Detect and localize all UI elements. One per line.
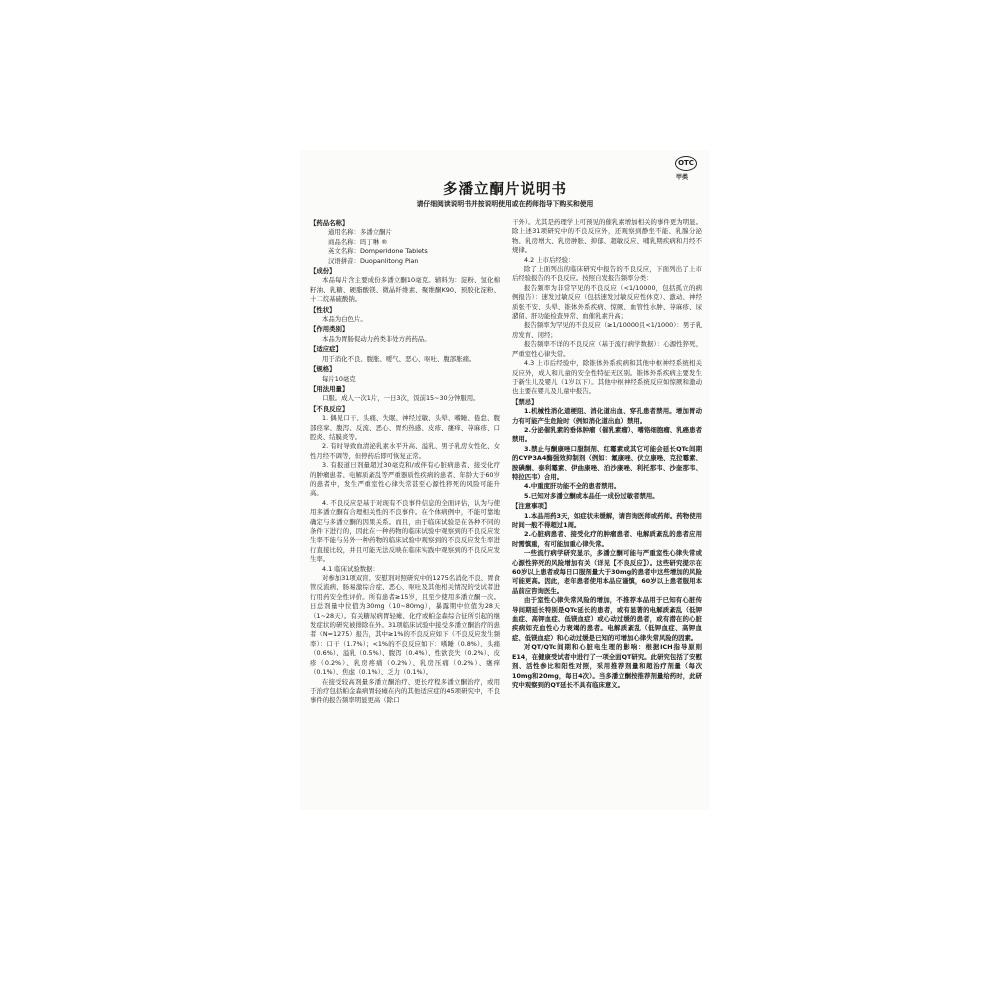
category-text: 本品为胃肠促动力药类非处方药药品。 <box>322 334 431 343</box>
adverse-item-4: 4. 不良反应是基于对现有不良事件信息的全面评估，认为与使用多潘立酮有合理相关性的不良事件。在个体病例中，不能可靠地确定与多潘立酮的因果关系。而且，由于临床试验是在各种不同的条件下进行的，因此在一种药物的临床试验中观察到的不良反应发生率不能与另外一种药物的临床试验中观察到的不良反应发生率进行直接比较，并且可能无法反映在临床实践中观察到的不良反应发生率。 <box>310 498 500 564</box>
section-precautions-heading: 【注意事项】 <box>512 502 551 511</box>
contraindication-5: 5.已知对多潘立酮或本品任一成份过敏者禁用。 <box>524 491 659 500</box>
section-name-heading: 【药品名称】 <box>310 219 349 227</box>
precaution-1: 1.本品用药3天，如症状未缓解，请咨询医师或药师。药物使用时间一般不得超过1周。 <box>512 511 702 529</box>
section-indications-heading: 【适应症】 <box>310 345 342 354</box>
adverse-item-3: 3. 有报道日剂量超过30毫克和/或伴有心脏病患者、接受化疗的肿瘤患者、电解质紊乱等严重器质性疾病的患者、年龄大于60岁的患者中，发生严重室性心律失常甚至心源性猝死的风险可能升高。 <box>310 461 500 498</box>
section-properties-heading: 【性状】 <box>310 305 336 314</box>
adverse-item-1: 1. 偶见口干、头痛、失眠、神经过敏、头晕、嗜睡、倦怠、腹部痉挛、腹泻、反流、恶心、胃灼热感、皮疹、瘙痒、荨麻疹、口腔炎、结膜炎等。 <box>310 414 500 441</box>
left-column <box>310 218 500 706</box>
adverse-4-3-text: 4.3 上市后经验中，除锥体外系疾病和其他中枢神经系统相关反应外，成人和儿童的安全性特征无区别。锥体外系疾病主要发生于新生儿及婴儿（1岁以下）。其他中枢神经系统反应如惊厥和激动也主要在婴儿及儿童中报告。 <box>512 359 702 396</box>
adverse-continued-text: 干外）。尤其是药理学上可预见的催乳素增加相关的事件更为明显。除上述31项研究中的不良反应外，还观察到静坐不能、乳腺分泌物、乳房增大、乳房肿胀、抑郁、超敏反应、哺乳期疾病和月经不规律。 <box>512 218 702 255</box>
document-title: 多潘立酮片说明书 <box>443 182 567 198</box>
contraindication-2: 2.分泌催乳素的垂体肿瘤（催乳素瘤）、嗜铬细胞瘤、乳癌患者禁用。 <box>512 425 702 444</box>
pinyin-name: 汉语拼音：Duopanlitong Pian <box>328 256 419 265</box>
precaution-5: 对QT/QTc间期和心脏电生理的影响：根据ICH指导原则E14，在健康受试者中进行了一项全面QT研究。此研究包括了安慰剂、活性参比和阳性对照，采用推荐剂量和超治疗剂量（每次10mg和20mg，每日4次）。当多潘立酮按推荐剂量给药时，此研究中观察到的QT延长不具有临床意义。 <box>512 643 702 689</box>
composition-text: 本品每片含主要成份多潘立酮10毫克。辅料为：淀粉、氢化棉籽油、乳糖、硬脂酸镁、微晶纤维素、聚维酮K90、预胶化淀粉、十二烷基硫酸钠。 <box>310 276 500 304</box>
adverse-item-2: 2. 有时导致血清泌乳素水平升高、溢乳、男子乳房女性化、女性月经不调等，但停药后即可恢复正常。 <box>310 442 500 460</box>
contraindication-3: 3.禁止与酮康唑口服制剂、红霉素或其它可能会延长QTc间期的CYP3A4酶强效抑制剂（例如：氟康唑、伏立康唑、克拉霉素、胺碘酮、泰利霉素、伊曲康唑、泊沙康唑、利托那韦、沙奎那韦、特拉匹韦）合用。 <box>512 444 702 481</box>
adverse-4-1-tail: 在接受较高剂量多潘立酮治疗、更长疗程多潘立酮治疗，或用于治疗包括帕金森病胃轻瘫在内的其他适应症的45项研究中，不良事件的报告频率明显更高（除口 <box>310 677 500 705</box>
adverse-very-rare: 报告频率为非常罕见的不良反应（<1/10000，包括孤立的病例报告）：速发过敏反应（包括速发过敏反应性休克）、激动、神经质张不安、头晕、锥体外系疾病、惊厥、血管性水肿、荨麻疹、尿潴留、肝功能检查异常、血催乳素升高； <box>512 283 702 321</box>
section-category-heading: 【作用类别】 <box>310 325 349 334</box>
adverse-4-2-text: 除了上面列出的临床研究中报告的不良反应，下面列出了上市后经验报告的不良反应。按照自发报告频率分类： <box>512 265 702 283</box>
adverse-4-1-heading: 4.1 临床试验数据： <box>322 564 379 573</box>
contraindication-4: 4.中重度肝功能不全的患者禁用。 <box>524 482 621 491</box>
properties-text: 本品为白色片。 <box>322 315 367 324</box>
section-composition-heading: 【成份】 <box>310 267 336 276</box>
precaution-3: 一些流行病学研究显示，多潘立酮可能与严重室性心律失常或心源性猝死的风险增加有关（详见【不良反应】）。这些研究提示在60岁以上患者或每日口服剂量大于30mg的患者中这些增加的风险可能更高。因此，老年患者使用本品应谨慎，60岁以上患者服用本品前应咨询医生。 <box>512 549 702 595</box>
document-subtitle: 请仔细阅读说明书并按说明使用或在药师指导下购买和使用 <box>416 200 594 208</box>
right-column <box>512 218 702 690</box>
section-contraindications-heading: 【禁忌】 <box>512 397 538 406</box>
precaution-4: 由于室性心律失常风险的增加，不推荐本品用于已知有心脏传导间期延长特别是QTc延长的患者，或有显著的电解质紊乱（低钾血症、高钾血症、低镁血症）或心动过缓的患者，或有潜在的心脏疾病如充血性心力衰竭的患者。电解质紊乱（低钾血症、高钾血症、低镁血症）和心动过缓是已知的可增加心律失常风险的因素。 <box>512 596 702 642</box>
dosage-text: 口服。成人一次1片，一日3次，饭前15~30分钟服用。 <box>322 394 480 403</box>
adverse-unknown: 报告频率不详的不良反应（基于流行病学数据）：心源性猝死、严重室性心律失常。 <box>512 340 702 358</box>
spec-text: 每片10毫克 <box>322 374 356 383</box>
precaution-2: 2.心脏病患者、接受化疗的肿瘤患者、电解质紊乱的患者应用时需慎重，有可能加重心律失常。 <box>512 530 702 548</box>
adverse-4-1-text: 对参加31项双盲、安慰剂对照研究中的1275名消化不良、胃食管反流病、肠易激综合症、恶心、呕吐及其他相关情况的受试者进行用药安全性评价。所有患者≥15岁，且至少使用多潘立酮一次。日总剂量中位值为30mg（10~80mg），暴露期中位值为28天（1~28天）。有关糖尿病胃轻瘫、化疗或帕金森综合征所引起的继发症状的研究被排除在外。31项临床试验中接受多潘立酮治疗的患者（N=1275）报告，其中≥1%的不良反应如下（不良反应发生频率）：口干（1.7%）；<1%的不良反应如下：嗜睡（0.8%）、头痛（0.6%）、溢乳（0.5%）、腹泻（0.4%）、性欲丧失（0.2%）、皮疹（0.2%）、乳房疼痛（0.2%）、乳房压痛（0.2%）、瘙痒（0.1%）、焦虑（0.1%）、乏力（0.1%）。 <box>310 574 500 677</box>
indications-text: 用于消化不良、腹胀、嗳气、恶心、呕吐、腹部胀痛。 <box>322 354 476 363</box>
section-dosage-heading: 【用法用量】 <box>310 384 349 393</box>
section-adverse-heading: 【不良反应】 <box>310 404 349 413</box>
otc-badge: OTC <box>675 156 697 171</box>
section-spec-heading: 【规格】 <box>310 365 336 374</box>
english-name: 英文名称：Domperidone Tablets <box>328 247 428 256</box>
trade-name: 商品名称：吗丁啉 ® <box>328 237 388 246</box>
contraindication-1: 1.机械性消化道梗阻、消化道出血、穿孔患者禁用。增加胃动力有可能产生危险时（例如消化道出血）禁用。 <box>512 407 702 425</box>
otc-class-label: 甲类 <box>676 174 689 181</box>
adverse-4-2-heading: 4.2 上市后经验： <box>524 255 575 264</box>
generic-name: 通用名称：多潘立酮片 <box>328 228 392 237</box>
adverse-rare: 报告频率为罕见的不良反应（≥1/10000且<1/1000）：男子乳房发育、闭经； <box>512 321 702 339</box>
